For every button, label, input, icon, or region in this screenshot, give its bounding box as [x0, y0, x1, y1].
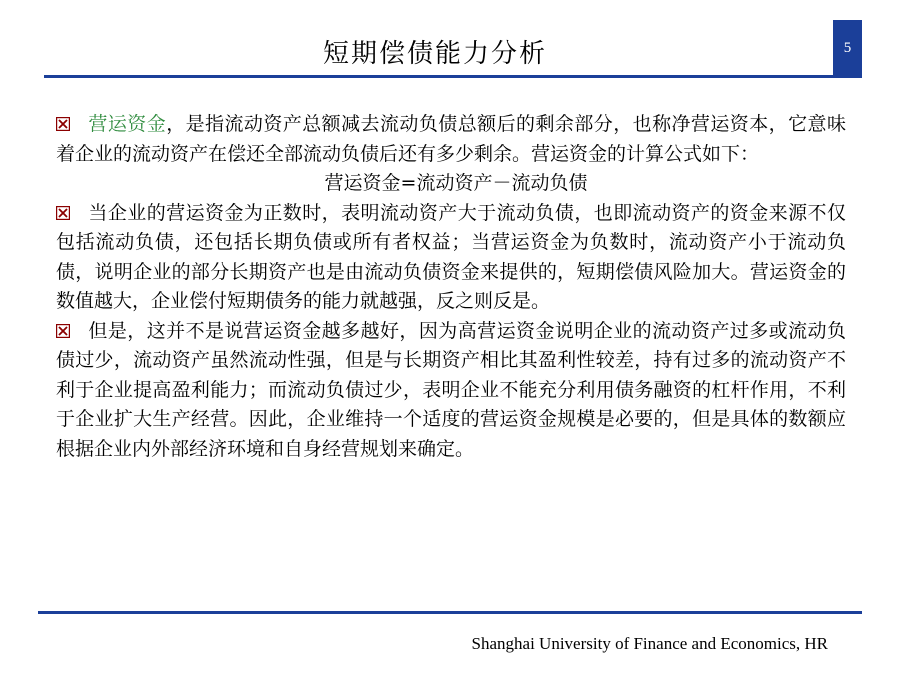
bullet-icon [56, 206, 70, 220]
paragraph-1 [56, 110, 846, 169]
bullet-icon [56, 117, 70, 131]
paragraph-3-text: 但是，这并不是说营运资金越多越好，因为高营运资金说明企业的流动资产过多或流动负债过少，流动资产虽然流动性强，但是与长期资产相比其盈利性较差，持有过多的流动资产不利于企业提高盈利能力；而流动负债过少，表明企业不能充分利用债务融资的杠杆作用，不利于企业扩大生产经营。因此，企业维持一个适度的营运资金规模是必要的，但是具体的数额应根据企业内外部经济环境和自身经营规划来确定。 [56, 319, 846, 460]
paragraph-3 [56, 317, 846, 465]
highlight-term: 营运资金 [88, 113, 167, 135]
page-number: 5 [843, 40, 852, 56]
bullet-icon [56, 324, 70, 338]
paragraph-2-text: 当企业的营运资金为正数时，表明流动资产大于流动负债，也即流动资产的资金来源不仅包括流动负债，还包括长期负债或所有者权益；当营运资金为负数时，流动资产小于流动负债，说明企业的部分长期资产也是由流动负债资金来提供的，短期偿债风险加大。营运资金的数值越大，企业偿付短期债务的能力就越强，反之则反是。 [56, 201, 846, 312]
paragraph-2 [56, 199, 846, 317]
slide-title: 短期偿债能力分析 [322, 39, 547, 69]
paragraph-1-text: ，是指流动资产总额减去流动负债总额后的剩余部分，也称净营运资本，它意味着企业的流动资产在偿还全部流动负债后还有多少剩余。营运资金的计算公式如下： [56, 113, 846, 165]
title-rule [44, 75, 862, 78]
formula: 营运资金=流动资产－流动负债 [324, 172, 588, 194]
bottom-rule [38, 611, 862, 614]
slide-content [56, 110, 846, 464]
footer-text: Shanghai University of Finance and Economics, HR [471, 634, 828, 653]
page-number-box [833, 20, 862, 77]
